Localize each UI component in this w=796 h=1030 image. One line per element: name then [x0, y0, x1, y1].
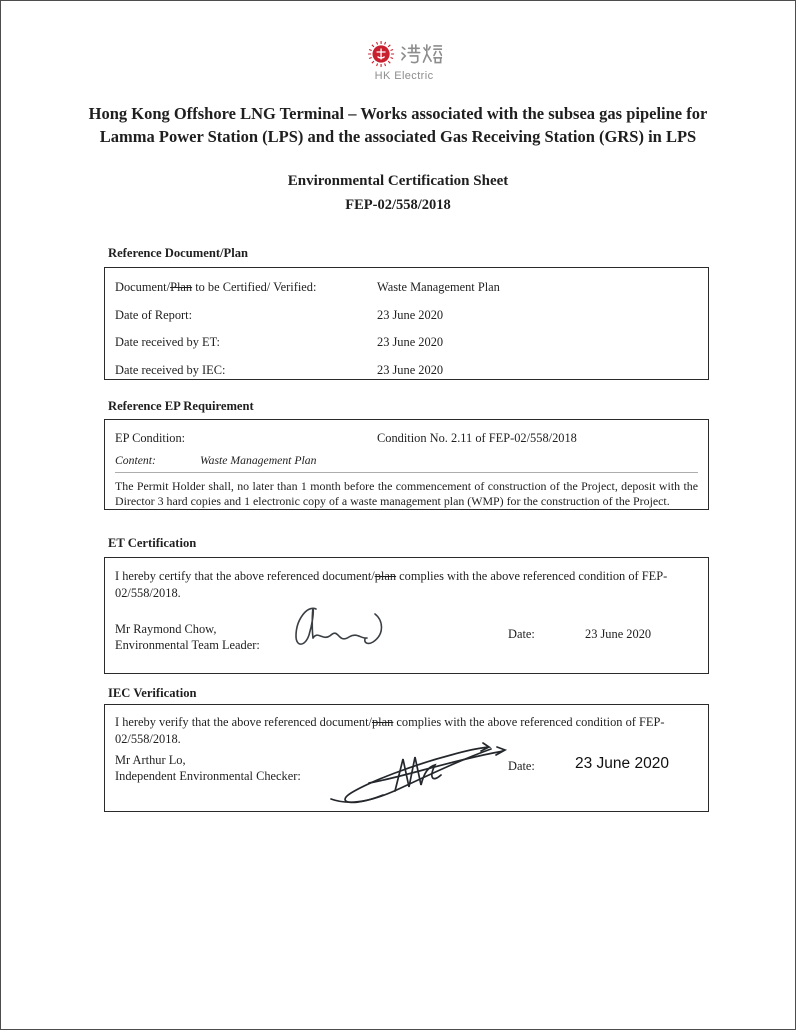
section-heading-reference-ep: Reference EP Requirement: [108, 399, 254, 413]
statement-text: I hereby verify that the above referenced document/: [115, 715, 372, 729]
statement-text: I hereby certify that the above referenced document/: [115, 569, 375, 583]
row-value: 23 June 2020: [377, 362, 444, 377]
table-row: [115, 453, 698, 468]
hk-electric-emblem-icon: [366, 39, 396, 69]
iec-signatory: [115, 753, 301, 785]
section-heading-et-certification: ET Certification: [108, 536, 197, 550]
struck-word: Plan: [170, 280, 193, 294]
table-row: [115, 280, 698, 295]
iec-date-label: Date:: [508, 759, 535, 773]
table-row: [115, 363, 698, 378]
box-divider: [115, 472, 698, 473]
content-value: Waste Management Plan: [200, 454, 317, 467]
reference-document-table: [104, 267, 709, 380]
et-signatory-title: Environmental Team Leader:: [115, 637, 260, 652]
label-text: Document/: [115, 280, 171, 294]
table-row: [115, 335, 698, 350]
table-row: [115, 431, 698, 446]
label-text: to be Certified/ Verified:: [192, 280, 317, 294]
row-label: [115, 280, 377, 295]
iec-signatory-name: Mr Arthur Lo,: [115, 753, 186, 767]
row-value: 23 June 2020: [377, 335, 444, 349]
ep-requirement-text: The Permit Holder shall, no later than 1 month before the commencement of construction of the Project, deposit with the Director 3 hard copies and 1 electronic copy of a waste management plan (WMP) for the construction of the Project.: [115, 479, 698, 508]
table-row: [115, 308, 698, 323]
hk-electric-wordmark: HK Electric: [374, 70, 434, 82]
row-label: Date received by ET:: [115, 335, 220, 349]
permit-number: FEP-02/558/2018: [345, 197, 451, 213]
iec-signature: [323, 737, 508, 809]
reference-ep-box: [104, 419, 709, 510]
et-signatory-name: Mr Raymond Chow,: [115, 622, 217, 636]
section-heading-reference-document: Reference Document/Plan: [108, 246, 249, 260]
ep-condition-label: EP Condition:: [115, 431, 186, 445]
et-signature: [283, 602, 418, 668]
et-date-label: Date:: [508, 627, 535, 641]
section-heading-iec-verification: IEC Verification: [108, 686, 197, 700]
iec-signatory-title: Independent Environmental Checker:: [115, 768, 301, 783]
iec-verification-box: [104, 704, 709, 812]
row-value: Waste Management Plan: [377, 280, 500, 294]
et-date-value: 23 June 2020: [585, 627, 652, 641]
et-certification-box: [104, 557, 709, 674]
statement-text: complies with the above referenced condition of FEP-02/558/2018.: [115, 715, 665, 746]
statement-text: complies with the above referenced condition of FEP-02/558/2018.: [115, 569, 668, 600]
struck-word: plan: [374, 569, 397, 583]
iec-date-value: 23 June 2020: [575, 755, 669, 772]
content-label: Content:: [115, 454, 156, 467]
row-value: 23 June 2020: [377, 307, 444, 322]
row-label: Date of Report:: [115, 307, 193, 322]
et-signatory: [115, 622, 260, 654]
document-title: Hong Kong Offshore LNG Terminal – Works associated with the subsea gas pipeline for Lamma Power Station (LPS) and the associated Gas Receiving Station (GRS) in LPS: [88, 104, 708, 147]
hk-electric-logo: [366, 39, 442, 82]
document-subtitle: Environmental Certification Sheet: [287, 173, 509, 189]
et-statement: [115, 568, 700, 601]
ep-condition-value: Condition No. 2.11 of FEP-02/558/2018: [377, 431, 577, 445]
hk-electric-chinese-logotype: [400, 43, 442, 65]
struck-word: plan: [371, 715, 394, 729]
row-label: Date received by IEC:: [115, 362, 226, 377]
